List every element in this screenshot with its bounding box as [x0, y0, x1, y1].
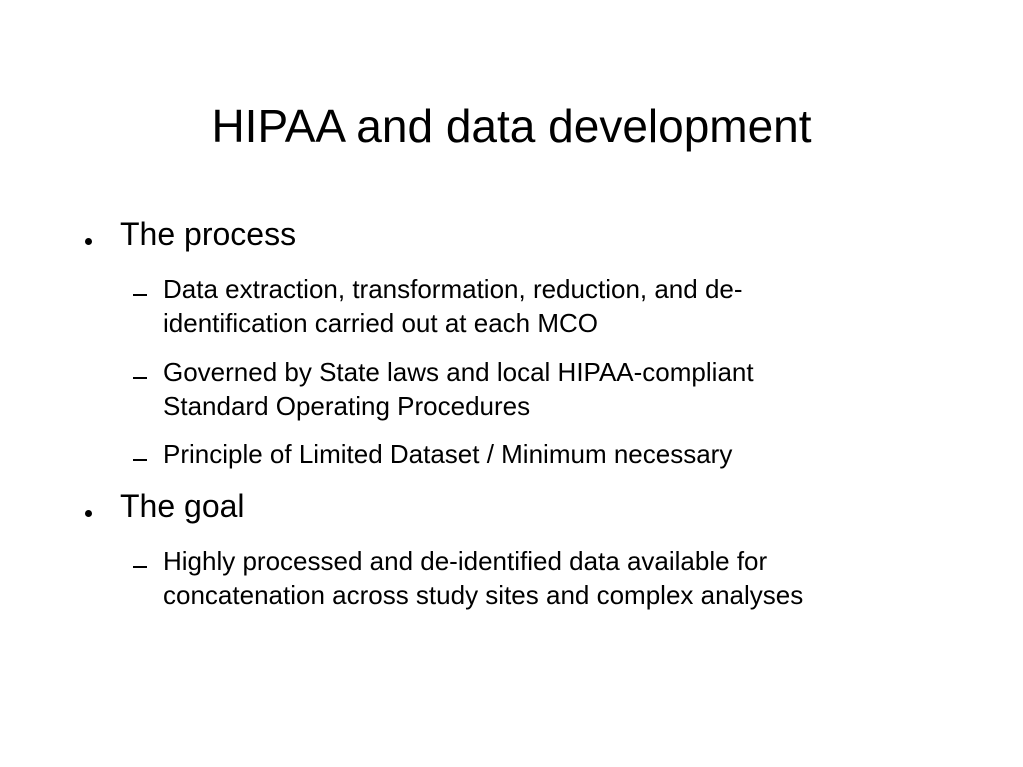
bullet-dot-icon: [85, 510, 95, 520]
subitem-line: Highly processed and de-identified data available for: [163, 546, 768, 576]
slide-title: HIPAA and data development: [211, 100, 812, 152]
subitem-line: identification carried out at each MCO: [163, 308, 598, 338]
dash-icon: [133, 459, 147, 461]
subitem-line: Governed by State laws and local HIPAA-compliant: [163, 357, 754, 387]
dash-icon: [133, 377, 147, 379]
subitem-line: Principle of Limited Dataset / Minimum necessary: [163, 439, 733, 469]
bullet-the-goal: The goal: [120, 488, 245, 524]
subitem-line: Data extraction, transformation, reduction, and de-: [163, 274, 743, 304]
bullet-dot-icon: [85, 238, 95, 248]
subitem-line: concatenation across study sites and complex analyses: [163, 580, 804, 610]
dash-icon: [133, 566, 147, 568]
dash-icon: [133, 294, 147, 296]
subitem-line: Standard Operating Procedures: [163, 391, 531, 421]
bullet-the-process: The process: [120, 216, 297, 252]
